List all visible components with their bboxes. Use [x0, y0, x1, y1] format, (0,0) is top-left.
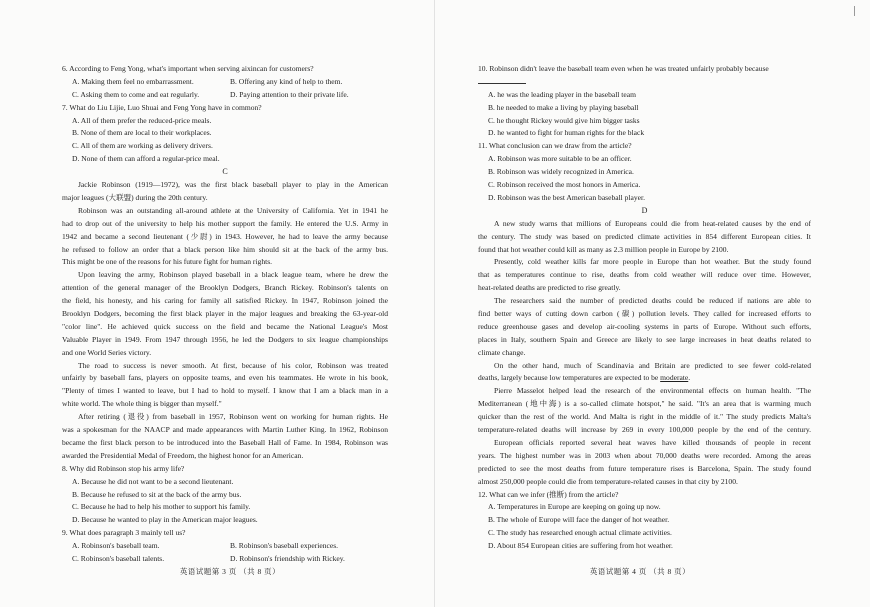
- answer-option-row: [62, 540, 388, 553]
- section-heading: C: [222, 167, 228, 177]
- question-stem: 7. What do Liu Lijie, Luo Shuai and Feng Yong have in common?: [62, 102, 262, 112]
- paragraph-line: Brooklyn Dodgers, becoming the first black player in the major leagues and breaking the 63-year-old: [62, 309, 388, 319]
- answer-option: D. About 854 European cities are suffering from hot weather.: [488, 541, 673, 551]
- answer-option: C. Robinson received the most honors in America.: [488, 180, 641, 190]
- paragraph-line: "Plenty of times I wanted to leave, but I had to hold to myself. I know that I am a black man in a: [62, 386, 388, 396]
- answer-option-row: [62, 553, 388, 566]
- paragraph-line: years. The highest number was in 2003 when about 70,000 deaths were recorded. Among the areas: [478, 450, 811, 460]
- answer-option: C. Asking them to come and eat regularly.: [72, 89, 200, 99]
- paragraph-line: Valuable Player in 1949. From 1947 through 1956, he led the Dodgers to six league championships: [62, 334, 388, 344]
- question-10: [478, 63, 811, 76]
- text-span: deaths, largely because low temperatures are expected to be: [478, 373, 661, 383]
- paragraph-line: awarded the Presidential Medal of Freedom, the highest honor for an American.: [62, 450, 304, 460]
- paragraph-line: attention of the general manager of the Brooklyn Dodgers, Branch Rickey. Robinson's talents on: [62, 283, 388, 293]
- paragraph-line: The road to success is never smooth. At first, because of his color, Robinson was treated: [78, 360, 388, 370]
- answer-option: C. Robinson's baseball talents.: [72, 553, 165, 563]
- paragraph-line: Pierre Masselot helped lead the research of the environmental effects on human health. "The: [494, 386, 811, 396]
- question-stem: 6. According to Feng Yong, what's important when serving aixincan for customers?: [62, 64, 314, 73]
- paragraph-line: white world. The whole thing is bigger than myself.": [62, 399, 222, 409]
- paragraph-line: had to drop out of the university to help his mother support the family. He entered the U.S. Army in: [62, 218, 388, 228]
- answer-option: D. Paying attention to their private life.: [230, 89, 349, 99]
- paragraph-line: almost 250,000 people could die from temperature-related causes in that city by 2100.: [478, 476, 738, 486]
- page-3-text-column: [62, 63, 388, 566]
- paragraph-line: 1942 and became a second lieutenant (少尉) in 1943. However, he had to leave the army because: [62, 231, 388, 241]
- answer-option: C. Because he had to help his mother to support his family.: [72, 502, 251, 512]
- answer-option: A. Making them feel no embarrassment.: [72, 76, 194, 86]
- paragraph-line: heat-related deaths are predicted to rise greatly.: [478, 283, 621, 293]
- answer-option: D. he wanted to fight for human rights for the black: [488, 128, 645, 138]
- answer-option: B. None of them are local to their workplaces.: [72, 128, 212, 138]
- answer-option: A. Temperatures in Europe are keeping on going up now.: [488, 502, 661, 512]
- answer-option: D. Because he wanted to play in the American major leagues.: [72, 515, 258, 525]
- exam-page-4: [435, 0, 870, 607]
- paragraph-line: On the other hand, much of Scandinavia and Britain are predicted to see fewer cold-related: [494, 360, 811, 370]
- question-stem: 9. What does paragraph 3 mainly tell us?: [62, 528, 186, 538]
- paragraph-line: predicted to see the most deaths from future temperature rises is Barcelona, Spain. The study found: [478, 463, 811, 473]
- paragraph-line: places in Italy, southern Spain and Greece are likely to see large increases in heat deaths related to: [478, 334, 811, 344]
- paragraph-line: Robinson was an outstanding all-around athlete at the University of California. Yet in 1941 he: [78, 205, 388, 215]
- page-3-footer: 英语试题第 3 页 （共 8 页）: [179, 567, 281, 576]
- answer-option: B. Because he refused to sit at the back of the army bus.: [72, 489, 242, 499]
- paragraph-line: the field, his honesty, and his caring for family all satisfied Rickey. In 1947, Robinson joined the: [62, 296, 388, 306]
- section-heading: D: [641, 205, 648, 215]
- question-10-text: 10. Robinson didn't leave the baseball team even when he was treated unfairly probably because: [478, 64, 769, 73]
- question-stem: 12. What can we infer (推断) from the article?: [478, 489, 619, 499]
- paragraph-line: Presently, cold weather kills far more people in Europe than hot weather. But the study found: [494, 257, 811, 267]
- answer-option: A. Robinson's baseball team.: [72, 541, 160, 551]
- answer-option: D. None of them can afford a regular-price meal.: [72, 154, 220, 164]
- underlined-word: moderate: [660, 373, 689, 383]
- answer-option-row: [62, 89, 388, 102]
- paragraph-line: quicker than the rest of the world. And Malta is right in the middle of it." The study predicts Malta's: [478, 412, 811, 422]
- answer-option: D. Robinson's friendship with Rickey.: [230, 553, 345, 563]
- paragraph-line: After retiring (退役) from baseball in 1957, Robinson went on working for human rights. He: [78, 412, 388, 422]
- question-stem: 8. Why did Robinson stop his army life?: [62, 463, 185, 473]
- text-span: .: [688, 373, 691, 383]
- paragraph-line: A new study warns that millions of Europeans could die from heat-related causes by the end of: [494, 218, 811, 228]
- paragraph-line: [478, 372, 811, 385]
- question-10-blank: [478, 76, 811, 89]
- paragraph-line: and one World Series victory.: [62, 347, 152, 357]
- paragraph-line: that as temperatures continue to rise, deaths from cold weather will reduce over time. However,: [478, 270, 811, 280]
- answer-option: C. The study has researched enough actual climate activities.: [488, 528, 672, 538]
- answer-option: B. Robinson's baseball experiences.: [230, 541, 339, 551]
- answer-option: B. Offering any kind of help to them.: [230, 76, 343, 86]
- answer-option: A. Robinson was more suitable to be an officer.: [488, 154, 632, 164]
- paragraph-line: reduce greenhouse gases and develop air-cooling systems in parts of Europe. Without such efforts,: [478, 321, 811, 331]
- answer-option: A. All of them prefer the reduced-price meals.: [72, 115, 212, 125]
- paragraph-line: was a spokesman for the NAACP and made appearances with Martin Luther King. In 1962, Robinson: [62, 425, 388, 435]
- answer-option: D. Robinson was the best American baseball player.: [488, 192, 645, 202]
- answer-option: B. Robinson was widely recognized in America.: [488, 167, 634, 177]
- answer-option-row: [62, 76, 388, 89]
- answer-option: C. All of them are working as delivery drivers.: [72, 141, 213, 151]
- answer-blank: [478, 76, 526, 84]
- paragraph-line: This might be one of the reasons for his future fight for human rights.: [62, 257, 273, 267]
- paragraph-line: Jackie Robinson (1919—1972), was the first black baseball player to play in the American: [78, 180, 388, 190]
- answer-option: B. The whole of Europe will face the danger of hot weather.: [488, 515, 670, 525]
- question-stem: 11. What conclusion can we draw from the article?: [478, 141, 632, 151]
- answer-option: A. he was the leading player in the baseball team: [488, 89, 636, 99]
- paragraph-line: find better ways of cutting down carbon (碳) pollution levels. They called for increased efforts to: [478, 309, 811, 319]
- page-4-footer: 英语试题第 4 页 （共 8 页）: [589, 567, 691, 576]
- paragraph-line: the century. The study was based on predicted climate activities in 854 different European cities. It: [478, 231, 811, 241]
- paragraph-line: temperature-related deaths will increase by 269 in every 100,000 people by the end of the century.: [478, 425, 811, 435]
- page-4-text-column: [478, 63, 811, 553]
- paragraph-line: major leagues (大联盟) during the 20th century.: [62, 193, 208, 203]
- answer-option: B. he needed to make a living by playing baseball: [488, 102, 639, 112]
- paragraph-line: unfairly by baseball fans, players on opposite teams, and even his teammates. He wrote in his book,: [62, 373, 388, 383]
- paragraph-line: found that hot weather could kill as many as 2.3 million people in Europe by 2100.: [478, 244, 729, 254]
- answer-option: A. Because he did not want to be a second lieutenant.: [72, 476, 234, 486]
- paragraph-line: "color line". He achieved quick success on the field and became the National League's Most: [62, 321, 388, 331]
- paragraph-line: climate change.: [478, 347, 526, 357]
- paragraph-line: The researchers said the number of predicted deaths could be reduced if nations are able to: [494, 296, 811, 306]
- paragraph-line: became the first black person to be introduced into the Baseball Hall of Fame. In 1984, Robinson was: [62, 437, 388, 447]
- scan-edge-mark: [854, 6, 861, 16]
- paragraph-line: European officials reported several heat waves have killed thousands of people in recent: [494, 437, 811, 447]
- paragraph-line: he refused to follow an order that a black person like him should sit at the back of the army bus.: [62, 244, 388, 254]
- answer-option: C. he thought Rickey would give him bigger tasks: [488, 115, 640, 125]
- paragraph-line: Upon leaving the army, Robinson played baseball in a black league team, where he drew the: [78, 270, 388, 280]
- paragraph-line: Mediterranean (地中海) is a so-called climate hotspot," he said. "It's an area that is warming much: [478, 399, 811, 409]
